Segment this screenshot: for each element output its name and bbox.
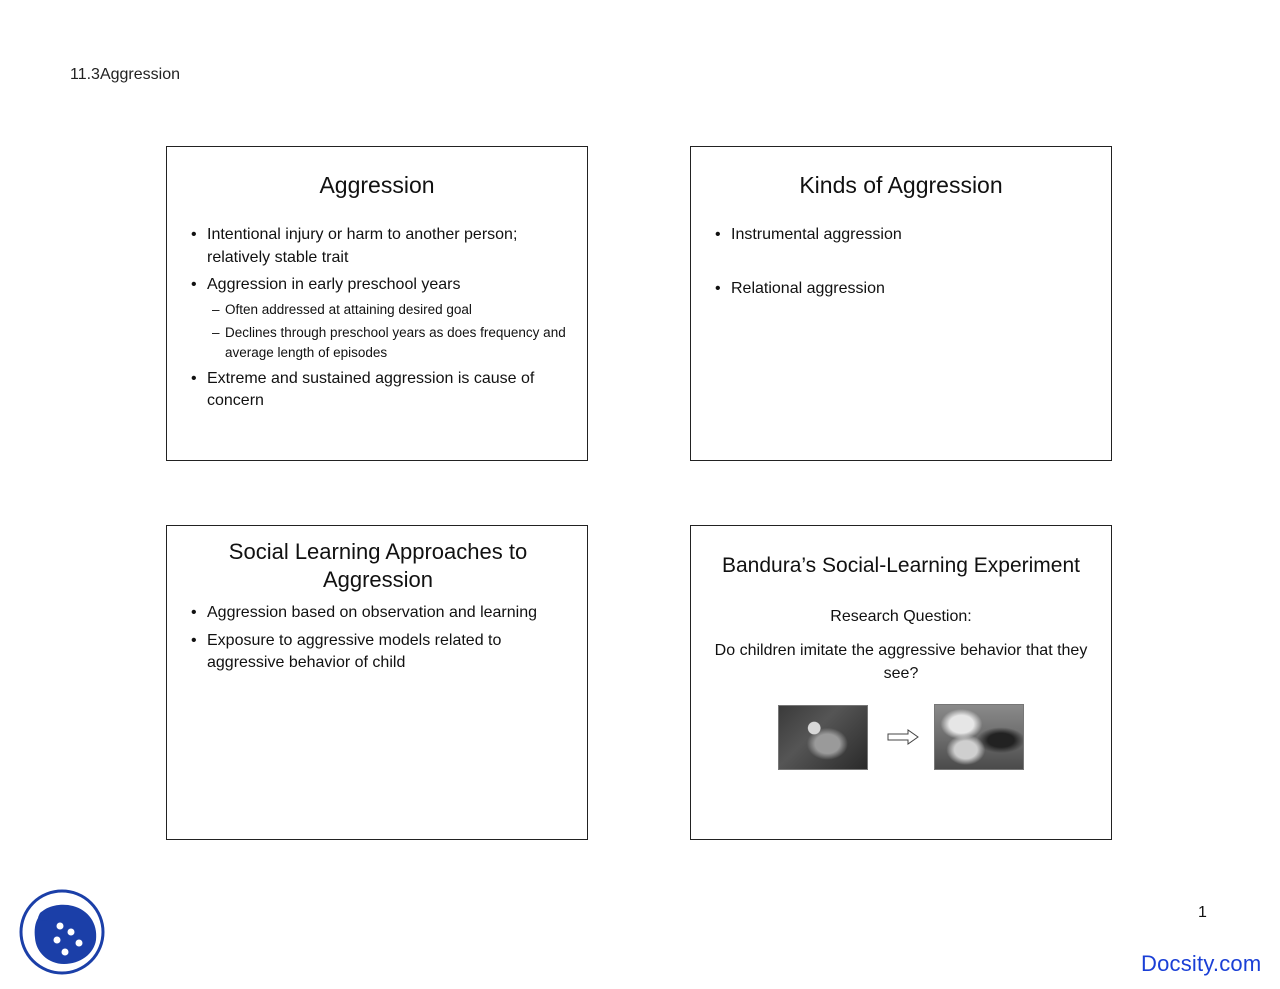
slide-aggression [166, 146, 588, 461]
sub-bullet-item: – Declines through preschool years as does frequency and average length of episodes [191, 323, 571, 363]
slide-title: Kinds of Aggression [799, 172, 1003, 198]
sub-bullet-item: – Often addressed at attaining desired goal [191, 300, 571, 320]
slide-title: Bandura’s Social-Learning Experiment [722, 554, 1080, 577]
bullet-list [715, 224, 1095, 300]
bullet-item: • Exposure to aggressive models related to aggressive behavior of child [191, 630, 571, 675]
research-question-text: Do children imitate the aggressive behavior that they see? [714, 642, 1088, 682]
experiment-photo-adult-model [778, 705, 868, 770]
bullet-list [191, 602, 571, 675]
right-arrow-icon [887, 729, 919, 745]
docsity-ladybug-logo-icon [18, 888, 106, 976]
bullet-item: • Aggression in early preschool years [191, 274, 571, 297]
bullet-item: • Relational aggression [715, 278, 1095, 301]
slide-title: Aggression [319, 172, 435, 198]
research-question-label: Research Question: [830, 608, 972, 625]
docsity-brand-link[interactable]: Docsity.com [1141, 951, 1262, 976]
page-number: 1 [1198, 904, 1207, 921]
slide-bandura-experiment [690, 525, 1112, 840]
bullet-item: • Intentional injury or harm to another person; relatively stable trait [191, 224, 571, 269]
slide-title: Social Learning Approaches to Aggression [228, 539, 528, 592]
experiment-photo-child-imitation [934, 704, 1024, 770]
bullet-item: • Instrumental aggression [715, 224, 1095, 247]
bullet-list [191, 224, 571, 413]
document-header: 11.3Aggression [70, 66, 180, 83]
bullet-item: • Aggression based on observation and learning [191, 602, 571, 625]
slide-kinds-of-aggression [690, 146, 1112, 461]
slide-social-learning [166, 525, 588, 840]
bullet-item: • Extreme and sustained aggression is cause of concern [191, 368, 571, 413]
